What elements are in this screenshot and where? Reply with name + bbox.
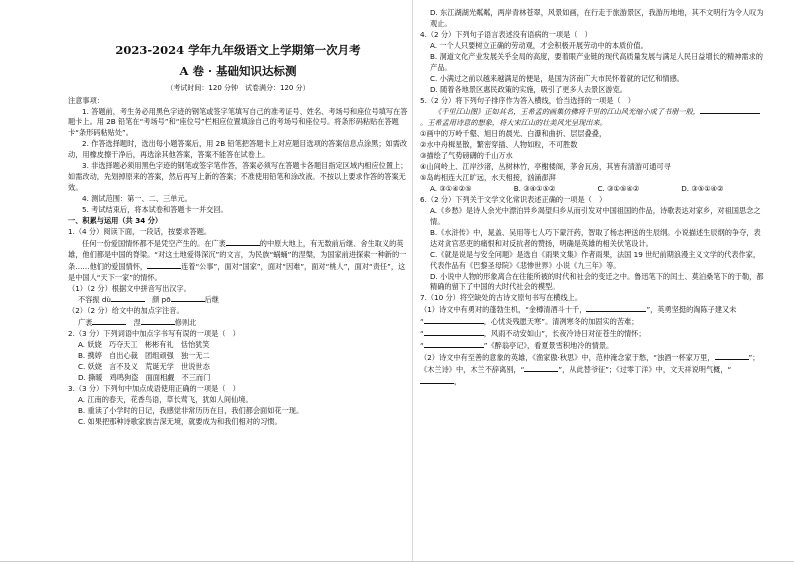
question-stem: 3.（3 分）下列句中加点成语使用正确的一项是（ ） [68, 383, 240, 393]
answer-blank[interactable] [171, 294, 205, 302]
passage-text: 的中原大地上，有无数前 [259, 238, 339, 248]
poem-line [420, 316, 765, 328]
question-stem: 7.（10 分）将空缺处的古诗文原句书写在横线上。 [420, 293, 583, 303]
right-column [420, 8, 765, 388]
option-b[interactable]: B.《水浒传》中，晁盖、吴用等七人巧下蒙汗药，智取了杨志押送的生辰纲。小说描述生辰纲的争夺，表达对贪官恶吏的痛恨和对反抗者的赞扬，明确是英雄的相关伏笔设计。 [430, 227, 761, 248]
option-a[interactable]: A. 一个人只要树立正确的劳动观，才会积极开展劳动中的本质价值。 [430, 40, 648, 50]
option-d[interactable]: D. ③⑤①④② [681, 184, 724, 193]
poem-text: “ [420, 317, 424, 327]
fill-label: 广袤 [78, 318, 93, 328]
note-item: 5. 考试结束后，将本试卷和答题卡一并交回。 [82, 204, 228, 214]
sentence-line: ⑤岛屿相连大江旷远，水天相接，汹涌澎湃 [420, 173, 556, 183]
answer-blank[interactable] [147, 261, 181, 269]
option-d[interactable]: D. 小说中人物的形象离合在往能所被的时代和社会的变迁之中。鲁迅笔下的闰土、莫泊桑笔下的于勒，都精确的留下了中国的大时代社会的模型。 [430, 271, 764, 292]
answer-blank[interactable] [586, 304, 646, 312]
sub-question: （2）（2 分）给文中的加点字注音。 [68, 306, 184, 316]
note-item: 4. 测试范围：第一、二、三单元。 [82, 194, 192, 203]
option-row [420, 184, 765, 195]
poem-text: （2）诗文中有至善的意象的英雄，《渔家傲·秋思》中，范仲淹念家于愁，“浊酒一杯家万里， [420, 353, 715, 363]
option-c[interactable]: C. 妖娆 言不及义 荒诞无学 世说世态 [78, 362, 210, 372]
question-stem: 2.（3 分）下列词语中加点字书写有误的一项是（ ） [68, 329, 240, 339]
option-c[interactable]: C. 如果把那种诗歌家族吉深无境，就要成为和我们相对的习惯。 [78, 416, 282, 426]
notes-heading: 注意事项： [68, 95, 104, 105]
passage-text: 。王希孟用诗意的想象，将大宋江山的壮美风光呈现出来。 [420, 118, 607, 128]
page-subtitle: A 卷 · 基础知识达标测 [179, 64, 297, 79]
poem-text: ”；《木兰诗》中，木兰不辞离别，“ [420, 353, 760, 374]
fill-label: 修则北 [174, 318, 197, 328]
section-heading: 一、积累与运用（共 34 分） [68, 215, 163, 225]
option-d[interactable]: D. 东江湖湖光粼粼，两岸青林苍翠，风景如画，在行走于旅游景区，我游历地地，其不文明行为令人叹为观止。 [430, 8, 764, 28]
question-stem: 4.（2 分）下列句子语言表述没有语病的一项是（ ） [420, 29, 592, 39]
poem-text: ， [454, 376, 462, 386]
question-stem: 1.（4 分）阅读下面，一段话，按要求答题。 [68, 226, 212, 236]
poem-text: “ [420, 329, 424, 339]
note-item: 2. 作答选择题时，选出每小题答案后，用 2B 铅笔把答题卡上对应题目选项的答案信息点涂黑；如需改动，用橡皮擦干净后，再选涂其他答案，答案不能答在试卷上。 [68, 139, 408, 160]
option-b[interactable]: B. 携婷 自出心裁 团组顽强 独一无二 [78, 351, 210, 361]
poem-text: ，心忧炎残愿天寒”。清冽寒冬的加固实的苦难； [483, 317, 639, 327]
option-a[interactable]: A.《乡愁》是诗人余光中漂泊异乡渴望归乡从而引发对中国祖国的作品，诗歌表达对家乡，对祖国思念之情。 [430, 205, 761, 226]
answer-blank[interactable] [424, 328, 484, 336]
poem-text: ”，英勇坚挺的淘陈子建又未 [646, 305, 737, 315]
poem-text: ”《醉翁亭记》，看夏景雪积地冷的情景。 [483, 341, 614, 351]
poem-line [420, 340, 765, 352]
sentence-line: ③描绘了气势磅礴的千山万水 [420, 151, 513, 161]
sub-question: （1）（2 分）根据文中拼音写出汉字。 [68, 283, 191, 293]
option-a[interactable]: A. ③①④②⑤ [430, 184, 472, 193]
passage-text: 连着“公事”，面对“国家”，面对“因难”，面对“桃人”，面对“责任”，这是中国人“天下一家”的情怀。 [68, 261, 406, 282]
page-title: 2023-2024 学年九年级语文上学期第一次月考 [115, 43, 361, 57]
note-item: 1. 答题前，考生务必用黑色字迹的钢笔或签字笔填写自己的准考证号、姓名、考场号和座位号填写在答题卡上。用 2B 铅笔在“考场号”和“座位号”栏相应位置填涂自己的考场号和座位号。将条形码粘贴在答题卡“条形码粘贴处”。 [68, 106, 408, 138]
answer-blank[interactable] [226, 238, 260, 246]
poem-line [420, 352, 765, 388]
question-stem: 5.（2 分）将下列句子排序作为答入横线，恰当选择的一项是（ ） [420, 95, 635, 105]
option-b[interactable]: B. 洞道文化产业发展关乎全局的高度，要着眼产业链的现代高质量发展与满足人民日益增长的精神需求的产品。 [430, 51, 763, 72]
question-stem: 6.（2 分）下列关于文学文化常识表述正确的一项是（ ） [420, 194, 607, 204]
sentence-line: ①画中的万岭千壑、旭日的晨光、白瀑和曲折、层层叠叠， [420, 129, 607, 139]
answer-blank[interactable] [111, 294, 145, 302]
left-column [68, 8, 408, 428]
passage-text: 任何一份爱国情怀都不是凭空产生的。在广袤 [82, 238, 226, 248]
note-item: 3. 非选择题必须用黑色字迹的钢笔或签字笔作答，答案必须写在答题卡各题目指定区域内相应位置上；如需改动，先划掉原来的答案，然后再写上新的答案；不准使用铅笔和涂改液。不按以上要求作答的答案无效。 [68, 161, 408, 193]
option-c[interactable]: C. ③①⑤④② [597, 184, 640, 193]
fill-row [68, 294, 408, 306]
option-a[interactable]: A. 妖娆 巧夺天工 彬彬有礼 恬怡犹笑 [78, 340, 210, 350]
option-b[interactable]: B. 重读了小学时的日记，我感觉非常历历在目，我们都会面如花一现。 [78, 405, 304, 415]
poem-text: ，风雨不动安如山”，长夜冷诗日对征苍生的情怀； [483, 329, 646, 339]
answer-blank[interactable] [524, 364, 558, 372]
answer-blank[interactable] [700, 106, 760, 114]
sentence-line: ②水中舟楫星散，繁密穿插、人物如粒，不可胜数 [420, 140, 578, 150]
poem-text: （1）诗文中有勇对的蓬勃生机，“金樽清酒斗十千， [420, 305, 587, 315]
answer-blank[interactable] [141, 317, 175, 325]
option-d[interactable]: D. 随着各地景区惠民政策的实施，吸引了更多人去景区游览。 [430, 84, 627, 94]
sentence-line: ④山间岭上、江岸沙渚，丛树林竹，亭榭楼阁，茅舍瓦房，其皆有清游可通可寻 [420, 162, 671, 172]
poem-line [420, 304, 765, 316]
poem-text: ”，从此替爷征”；《过零丁洋》中，文天祥说明气概，“ [558, 365, 732, 374]
option-c[interactable]: C. 小满过之前以越来越满足的便是，是国为济南广大市民怀着就的记忆和情感。 [430, 73, 684, 83]
exam-meta: （考试时间：120 分钟 试卷满分：120 分） [166, 83, 310, 92]
passage-text: 《千里江山图》正如其名，王希孟的画集仿佛将千里的江山风光缩小成了书册一般， [434, 107, 700, 117]
fill-label: 后继 [204, 295, 219, 305]
fill-label: 颜 pō [152, 295, 171, 305]
poem-line [420, 328, 765, 340]
fill-label: 涅 [133, 318, 141, 328]
answer-blank[interactable] [424, 340, 484, 348]
passage [420, 106, 765, 129]
passage [68, 238, 408, 284]
option-a[interactable]: A. 江南的春天，花香鸟语，草长莺飞，犹如人间仙境。 [78, 394, 253, 404]
answer-blank[interactable] [420, 376, 454, 384]
passage-text: 后继、舍生取义的英雄，他们都是中国的脊梁。“对这土地爱得深沉”的文言，为民族“蜗蛹”的涅槃，为国家前进探索一种新的一条……他们的爱国情怀， [68, 238, 407, 271]
poem-text: “ [420, 341, 424, 351]
answer-blank[interactable] [424, 316, 484, 324]
fill-label: 不容振 dù [78, 295, 111, 305]
option-d[interactable]: D. 撕暖 鸡鸣狗盗 面面相觑 不三而门 [78, 373, 211, 382]
answer-blank[interactable] [92, 317, 126, 325]
option-c[interactable]: C.《就是说是与安全问题》是选自《雨果文集》作者雨果，法国 19 世纪前期浪漫主义文学的代表作家，代表作品有《巴黎圣母院》《悲惨世界》小说《九三年》等。 [430, 249, 761, 270]
answer-blank[interactable] [715, 352, 749, 360]
fill-row [68, 317, 408, 329]
column-divider [412, 0, 413, 562]
option-b[interactable]: B. ③④①⑤② [513, 184, 556, 193]
